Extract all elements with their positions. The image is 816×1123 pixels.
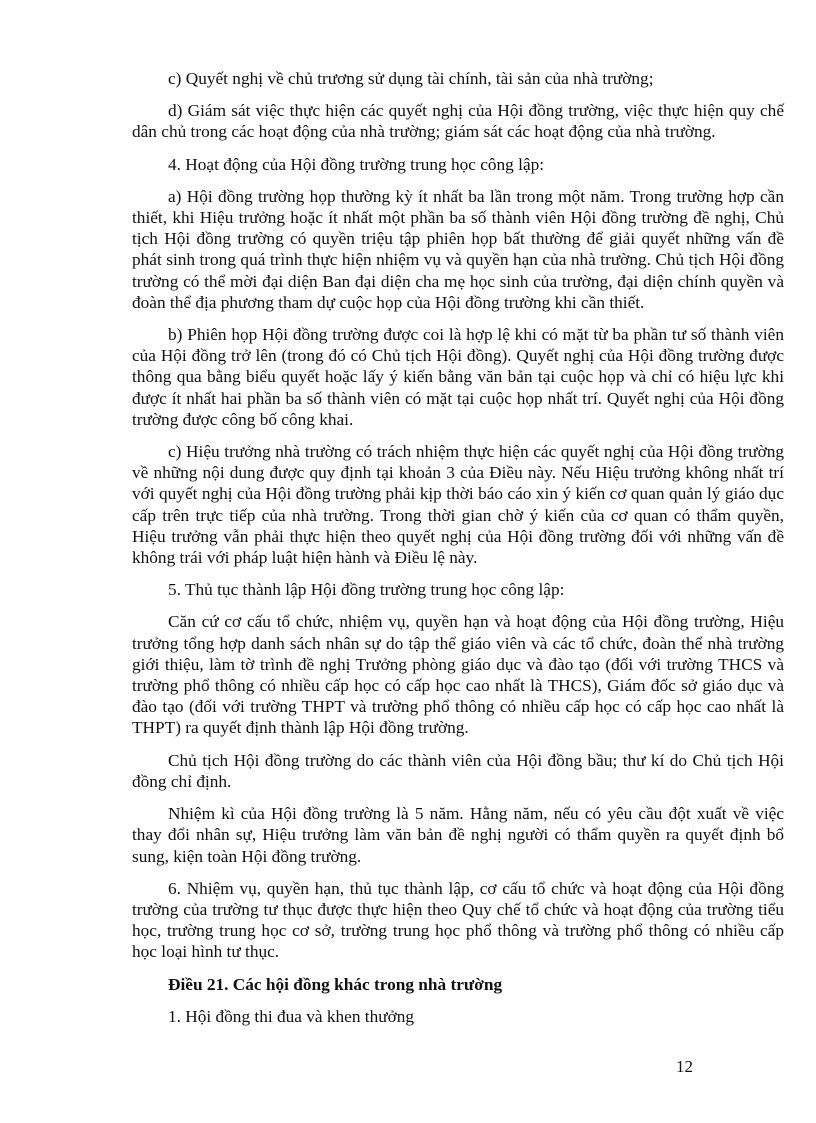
section-4-heading: 4. Hoạt động của Hội đồng trường trung học công lập: [168, 154, 545, 174]
paragraph-5-chairman: Chủ tịch Hội đồng trường do các thành viên của Hội đồng bầu; thư kí do Chủ tịch Hội đồng chỉ định. [132, 750, 784, 791]
document-body [132, 68, 784, 1027]
section-5-heading: 5. Thủ tục thành lập Hội đồng trường trung học công lập: [168, 580, 565, 600]
page-number: 12 [676, 1057, 693, 1076]
article-21-heading: Điều 21. Các hội đồng khác trong nhà trường [168, 974, 503, 994]
paragraph-c-finance: c) Quyết nghị về chủ trương sử dụng tài chính, tài sản của nhà trường; [168, 69, 654, 88]
paragraph-5-term: Nhiệm kì của Hội đồng trường là 5 năm. Hằng năm, nếu có yêu cầu đột xuất về việc thay đổi nhân sự, Hiệu trưởng làm văn bản đề nghị người có thẩm quyền ra quyết định bổ sung, kiện toàn Hội đồng trường. [132, 804, 784, 866]
paragraph-4b-quorum: b) Phiên họp Hội đồng trường được coi là hợp lệ khi có mặt từ ba phần tư số thành viên của Hội đồng trở lên (trong đó có Chủ tịch Hội đồng). Quyết nghị của Hội đồng trường được thông qua bằng biểu quyết hoặc lấy ý kiến bằng văn bản tại cuộc họp và chỉ có hiệu lực khi được ít nhất hai phần ba số thành viên có mặt tại cuộc họp nhất trí. Quyết nghị của Hội đồng trường được công bố công khai. [132, 325, 784, 429]
paragraph-5-establishment: Căn cứ cơ cấu tổ chức, nhiệm vụ, quyền hạn và hoạt động của Hội đồng trường, Hiệu trưởng tổng hợp danh sách nhân sự do tập thể giáo viên và các tổ chức, đoàn thể nhà trường giới thiệu, làm tờ trình đề nghị Trưởng phòng giáo dục và đào tạo (đối với trường THCS và trường phổ thông có nhiều cấp học có cấp học cao nhất là THCS), Giám đốc sở giáo dục và đào tạo (đối với trường THPT và trường phổ thông có nhiều cấp học có cấp học cao nhất là THPT) ra quyết định thành lập Hội đồng trường. [132, 612, 784, 738]
paragraph-4c-principal: c) Hiệu trưởng nhà trường có trách nhiệm thực hiện các quyết nghị của Hội đồng trường về những nội dung được quy định tại khoản 3 của Điều này. Nếu Hiệu trưởng không nhất trí với quyết nghị của Hội đồng trường phải kịp thời báo cáo xin ý kiến cơ quan quản lý giáo dục cấp trên trực tiếp của nhà trường. Trong thời gian chờ ý kiến của cơ quan có thẩm quyền, Hiệu trưởng vẫn phải thực hiện theo quyết nghị của Hội đồng trường đối với những vấn đề không trái với pháp luật hiện hành và Điều lệ này. [132, 442, 784, 568]
paragraph-d-supervision: d) Giám sát việc thực hiện các quyết nghị của Hội đồng trường, việc thực hiện quy chế dân chủ trong các hoạt động của nhà trường; giám sát các hoạt động của nhà trường. [132, 101, 784, 142]
article-21-item-1: 1. Hội đồng thi đua và khen thưởng [168, 1006, 415, 1026]
paragraph-6-private-schools: 6. Nhiệm vụ, quyền hạn, thủ tục thành lập, cơ cấu tổ chức và hoạt động của Hội đồng trường của trường tư thục được thực hiện theo Quy chế tổ chức và hoạt động của trường tiểu học, trường trung học cơ sở, trường trung học phổ thông và trường phổ thông có nhiều cấp học loại hình tư thục. [132, 878, 784, 962]
paragraph-4a-meetings: a) Hội đồng trường họp thường kỳ ít nhất ba lần trong một năm. Trong trường hợp cần thiết, khi Hiệu trưởng hoặc ít nhất một phần ba số thành viên Hội đồng trường đề nghị, Chủ tịch Hội đồng trường có quyền triệu tập phiên họp bất thường để giải quyết những vấn đề phát sinh trong quá trình thực hiện nhiệm vụ và quyền hạn của nhà trường. Chủ tịch Hội đồng trường có thể mời đại diện Ban đại diện cha mẹ học sinh của trường, đại diện chính quyền và đoàn thể địa phương tham dự cuộc họp của Hội đồng trường khi cần thiết. [132, 186, 784, 312]
